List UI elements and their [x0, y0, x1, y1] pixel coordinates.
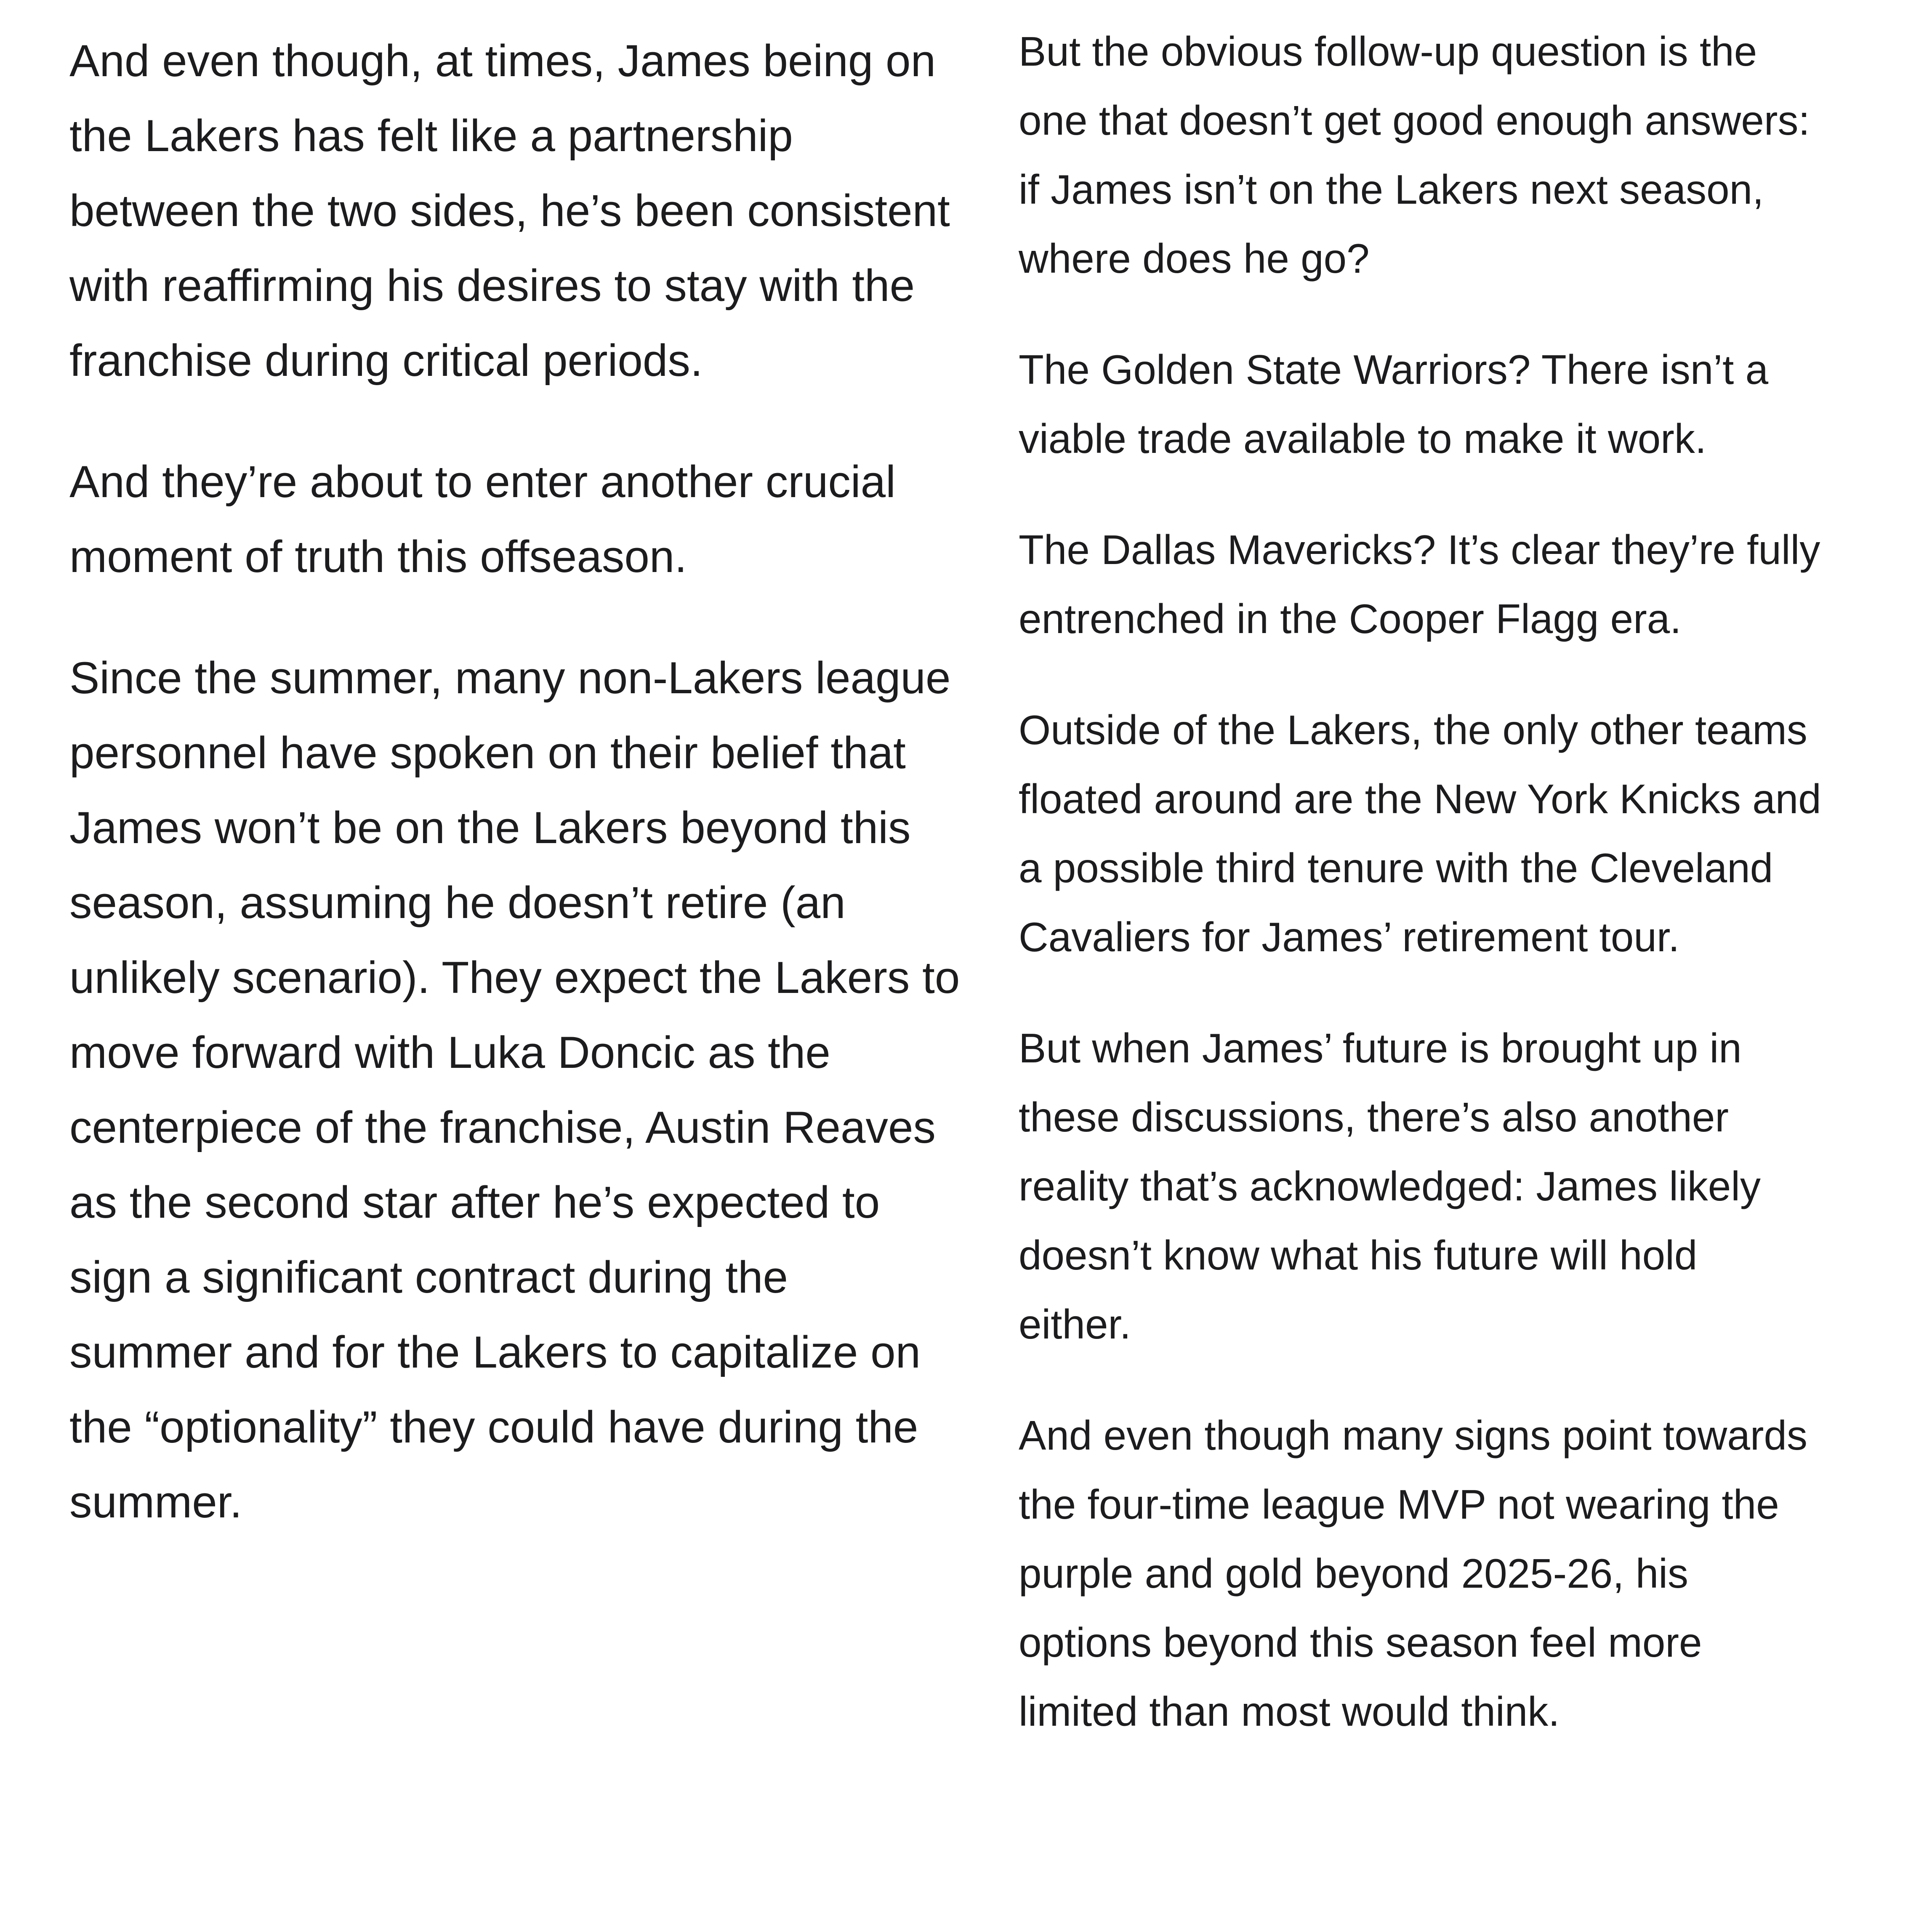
paragraph-right-6: [1019, 1401, 1886, 1746]
text-line: The Dallas Mavericks? It’s clear they’re fully: [1019, 527, 1820, 573]
text-line: The Golden State Warriors? There isn’t a: [1019, 346, 1769, 393]
text-line: But when James’ future is brought up in: [1019, 1025, 1742, 1071]
text-line: move forward with Luka Doncic as the: [69, 1027, 830, 1078]
text-line: between the two sides, he’s been consistent: [69, 185, 950, 236]
right-article-column: [1019, 0, 1886, 1788]
text-line: where does he go?: [1019, 235, 1370, 282]
text-line: viable trade available to make it work.: [1019, 415, 1707, 462]
text-line: the “optionality” they could have during the: [69, 1402, 918, 1452]
text-line: as the second star after he’s expected to: [69, 1177, 880, 1227]
paragraph-right-4: [1019, 695, 1886, 971]
paragraph-right-2: [1019, 335, 1886, 473]
text-line: Outside of the Lakers, the only other teams: [1019, 707, 1807, 753]
text-line: Since the summer, many non-Lakers league: [69, 652, 951, 703]
text-line: Cavaliers for James’ retirement tour.: [1019, 914, 1680, 960]
text-line: the four-time league MVP not wearing the: [1019, 1481, 1779, 1528]
text-line: these discussions, there’s also another: [1019, 1094, 1729, 1140]
paragraph-left-1: [69, 23, 979, 398]
text-line: summer.: [69, 1477, 242, 1527]
text-line: centerpiece of the franchise, Austin Reaves: [69, 1102, 936, 1152]
text-line: one that doesn’t get good enough answers:: [1019, 97, 1810, 144]
text-line: options beyond this season feel more: [1019, 1619, 1702, 1666]
text-line: a possible third tenure with the Cleveland: [1019, 845, 1773, 891]
text-line: franchise during critical periods.: [69, 335, 703, 386]
paragraph-right-3: [1019, 515, 1886, 653]
text-line: either.: [1019, 1301, 1131, 1347]
left-article-column: [69, 0, 979, 1586]
text-line: personnel have spoken on their belief that: [69, 727, 906, 778]
text-line: moment of truth this offseason.: [69, 531, 687, 582]
paragraph-left-3: [69, 640, 979, 1539]
paragraph-right-1: [1019, 17, 1886, 293]
text-line: doesn’t know what his future will hold: [1019, 1232, 1698, 1278]
text-line: reality that’s acknowledged: James likely: [1019, 1163, 1761, 1209]
text-line: if James isn’t on the Lakers next season,: [1019, 166, 1764, 213]
text-line: purple and gold beyond 2025-26, his: [1019, 1550, 1689, 1597]
text-line: with reaffirming his desires to stay with the: [69, 260, 915, 311]
text-line: limited than most would think.: [1019, 1688, 1560, 1735]
text-line: And even though, at times, James being on: [69, 35, 936, 86]
text-line: And they’re about to enter another crucial: [69, 456, 896, 507]
text-line: summer and for the Lakers to capitalize on: [69, 1327, 921, 1377]
paragraph-right-5: [1019, 1014, 1886, 1359]
paragraph-left-2: [69, 444, 979, 594]
text-line: season, assuming he doesn’t retire (an: [69, 877, 846, 928]
text-line: And even though many signs point towards: [1019, 1412, 1808, 1458]
text-line: the Lakers has felt like a partnership: [69, 110, 793, 161]
text-line: sign a significant contract during the: [69, 1252, 788, 1302]
text-line: But the obvious follow-up question is the: [1019, 28, 1757, 75]
text-line: entrenched in the Cooper Flagg era.: [1019, 596, 1682, 642]
text-line: James won’t be on the Lakers beyond this: [69, 802, 911, 853]
text-line: unlikely scenario). They expect the Lakers to: [69, 952, 960, 1003]
text-line: floated around are the New York Knicks and: [1019, 776, 1821, 822]
